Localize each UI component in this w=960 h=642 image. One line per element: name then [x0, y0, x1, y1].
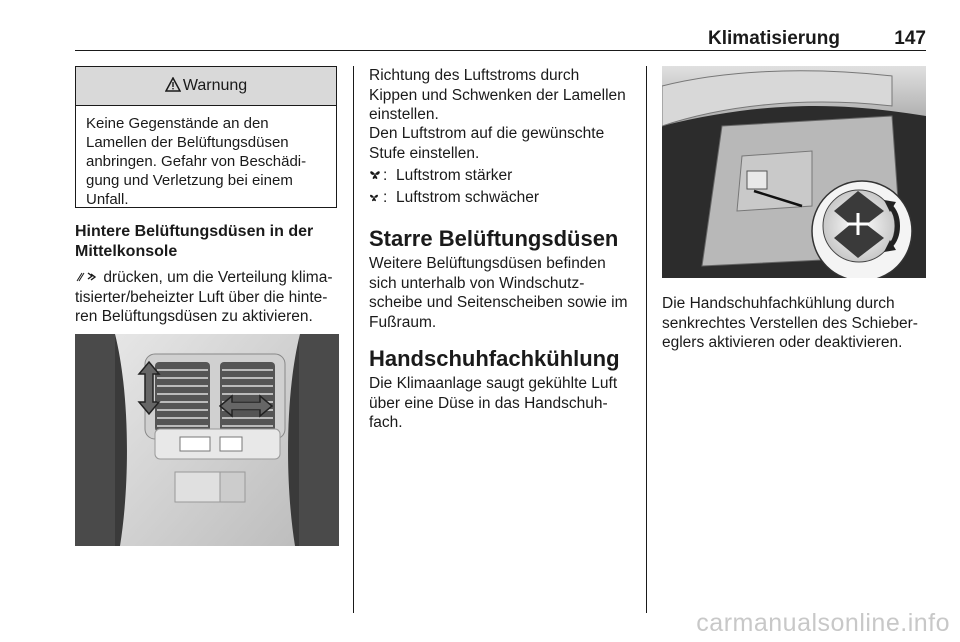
paragraph-line: Richtung des Luftstroms durch: [369, 67, 580, 84]
page-header: [75, 28, 926, 50]
rear-vents-drawing: [75, 334, 339, 546]
rear-vents-paragraph: [75, 268, 345, 327]
warning-text: [76, 106, 336, 217]
glovebox-caption: [662, 294, 932, 353]
definition-text: Luftstrom schwächer: [396, 188, 539, 206]
airflow-direction-paragraph: [369, 66, 639, 125]
definition-text: Luftstrom stärker: [396, 167, 513, 184]
rear-airflow-icon: [75, 270, 99, 283]
paragraph-line: über eine Düse in das Handschuh-: [369, 394, 608, 412]
warning-line: Unfall.: [86, 191, 129, 208]
section-heading-rear-vents: [75, 222, 313, 262]
warning-line: Keine Gegenstände an den: [86, 115, 269, 132]
fixed-vents-paragraph: [369, 254, 644, 332]
warning-heading: Warnung: [182, 77, 248, 94]
section-heading-fixed-vents: Starre Belüftungsdüsen: [369, 226, 619, 251]
heading-line: Mittelkonsole: [75, 243, 178, 260]
paragraph-line: Fußraum.: [369, 313, 437, 331]
warning-box: [75, 66, 337, 208]
warning-triangle-icon: [165, 77, 181, 92]
paragraph-line: scheibe und Seitenscheiben sowie im: [369, 294, 628, 311]
rear-vents-illustration: [75, 334, 339, 546]
definition-colon: :: [383, 188, 388, 206]
fan-strong-icon: [369, 166, 383, 186]
paragraph-line: Stufe einstellen.: [369, 144, 480, 162]
glovebox-cooling-paragraph: [369, 374, 644, 433]
paragraph-line: ren Belüftungsdüsen zu aktivieren.: [75, 308, 313, 325]
chapter-title: Klimatisierung: [708, 28, 840, 49]
header-rule: [75, 50, 926, 51]
heading-line: Hintere Belüftungsdüsen in der: [75, 223, 314, 240]
paragraph-text: drücken, um die Verteilung klima-: [103, 269, 333, 286]
caption-line: Die Handschuhfachkühlung durch: [662, 295, 895, 312]
section-heading-glovebox-cooling: Handschuhfachkühlung: [369, 346, 620, 371]
paragraph-line: Kippen und Schwenken der Lamellen: [369, 86, 626, 104]
paragraph-line: sich unterhalb von Windschutz-: [369, 274, 585, 292]
airflow-level-paragraph: [369, 124, 639, 163]
warning-line: anbringen. Gefahr von Beschädi-: [86, 153, 307, 170]
airflow-definitions: [369, 166, 639, 209]
column-divider-2: [646, 66, 647, 613]
warning-line: Lamellen der Belüftungsdüsen: [86, 134, 289, 151]
page-number: 147: [894, 28, 926, 49]
paragraph-line: fach.: [369, 414, 403, 431]
caption-line: senkrechtes Verstellen des Schieber-: [662, 314, 918, 332]
paragraph-line: Die Klimaanlage saugt gekühlte Luft: [369, 375, 618, 392]
paragraph-line: Weitere Belüftungsdüsen befinden: [369, 255, 606, 272]
paragraph-line: Den Luftstrom auf die gewünschte: [369, 125, 605, 142]
definition-row: [369, 166, 639, 186]
glovebox-drawing: [662, 66, 926, 278]
warning-line: gung und Verletzung bei einem: [86, 172, 293, 189]
definition-row: [369, 188, 639, 208]
paragraph-line: [75, 268, 345, 288]
paragraph-line: tisierter/beheizter Luft über die hinte-: [75, 288, 328, 306]
warning-header: [76, 67, 336, 106]
column-divider-1: [353, 66, 354, 613]
definition-colon: :: [383, 167, 388, 184]
fan-weak-icon: [369, 188, 383, 208]
paragraph-line: einstellen.: [369, 106, 439, 123]
glovebox-illustration: [662, 66, 926, 278]
watermark: carmanualsonline.info: [696, 609, 950, 637]
caption-line: eglers aktivieren oder deaktivieren.: [662, 334, 903, 351]
